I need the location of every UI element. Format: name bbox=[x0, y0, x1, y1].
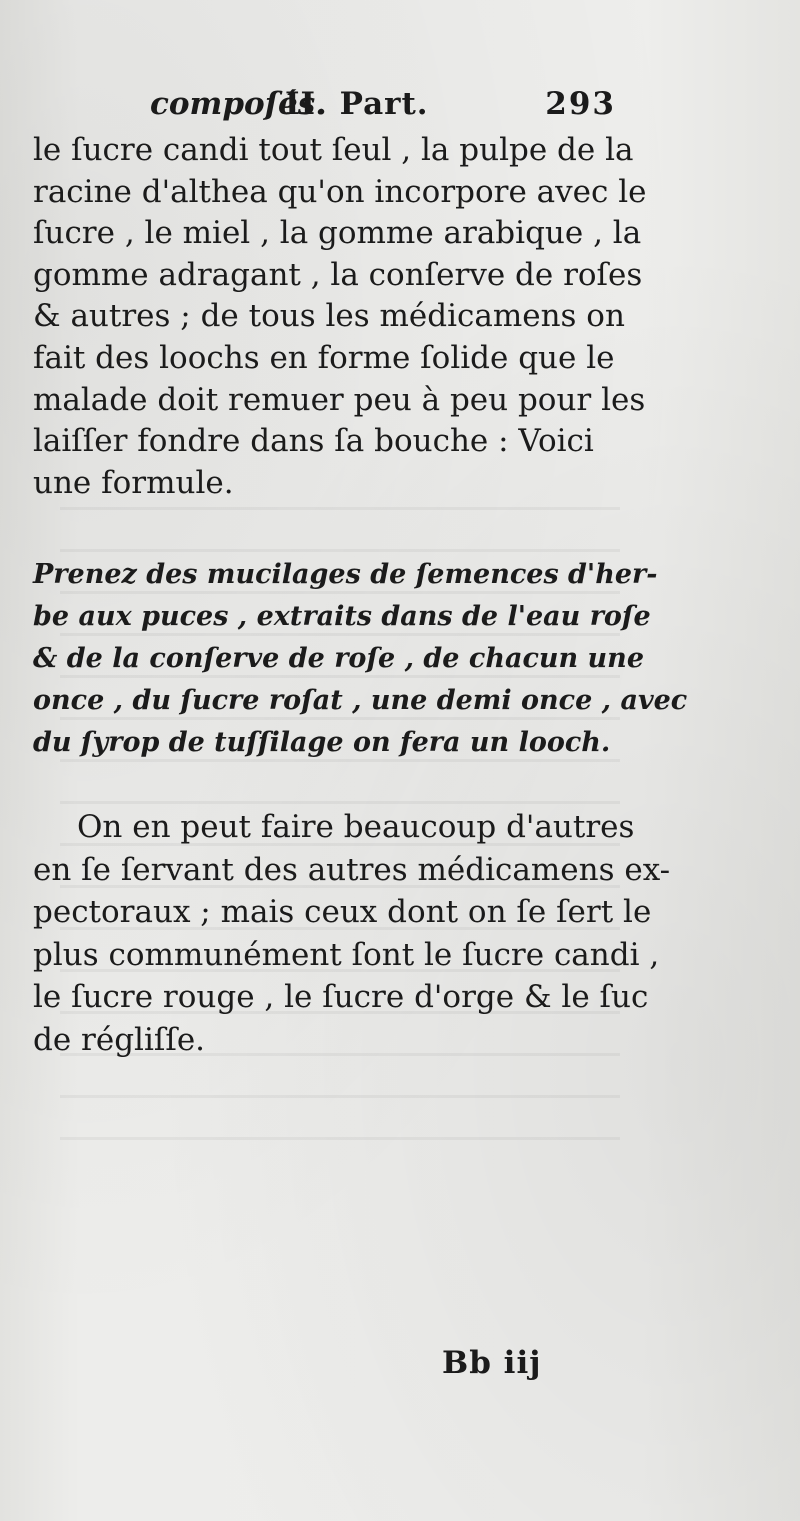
page-number: 293 bbox=[545, 86, 616, 122]
text-line: de régliſſe. bbox=[33, 1021, 206, 1058]
header-title: compoſés. bbox=[150, 86, 327, 122]
signature-mark: Bb iij bbox=[442, 1345, 542, 1381]
paragraph-1 bbox=[33, 130, 647, 504]
recipe-line: be aux puces , extraits dans de l'eau roſe bbox=[33, 601, 651, 632]
text-line: On en peut faire beaucoup d'autres bbox=[77, 809, 635, 845]
text-line: laiſſer fondre dans ſa bouche : Voici bbox=[33, 423, 594, 460]
text-line: racine d'althea qu'on incorpore avec le bbox=[33, 173, 647, 210]
recipe-line: Prenez des mucilages de ſemences d'her- bbox=[33, 559, 658, 590]
text-line: une formule. bbox=[33, 464, 234, 501]
text-line: le ſucre candi tout ſeul , la pulpe de la bbox=[33, 132, 634, 168]
recipe-formula bbox=[33, 554, 688, 764]
recipe-line: once , du ſucre roſat , une demi once , avec bbox=[33, 685, 688, 716]
text-line: en ſe ſervant des autres médicamens ex- bbox=[33, 851, 671, 888]
text-line: pectoraux ; mais ceux dont on ſe ſert le bbox=[33, 894, 652, 930]
recipe-line: & de la conſerve de roſe , de chacun une bbox=[33, 643, 644, 674]
text-line: ſucre , le miel , la gomme arabique , la bbox=[33, 215, 642, 252]
text-line: plus communément ſont le ſucre candi , bbox=[33, 936, 660, 973]
recipe-line: du ſyrop de tuſſilage on fera un looch. bbox=[33, 727, 611, 758]
header-part: II. Part. bbox=[285, 86, 429, 122]
text-line: gomme adragant , la conſerve de roſes bbox=[33, 256, 643, 293]
text-line: fait des loochs en forme ſolide que le bbox=[33, 339, 615, 376]
text-line: & autres ; de tous les médicamens on bbox=[33, 298, 625, 335]
running-header bbox=[150, 86, 620, 126]
text-line: le ſucre rouge , le ſucre d'orge & le ſuc bbox=[33, 979, 649, 1015]
paragraph-2 bbox=[33, 806, 671, 1061]
text-line: malade doit remuer peu à peu pour les bbox=[33, 381, 646, 418]
